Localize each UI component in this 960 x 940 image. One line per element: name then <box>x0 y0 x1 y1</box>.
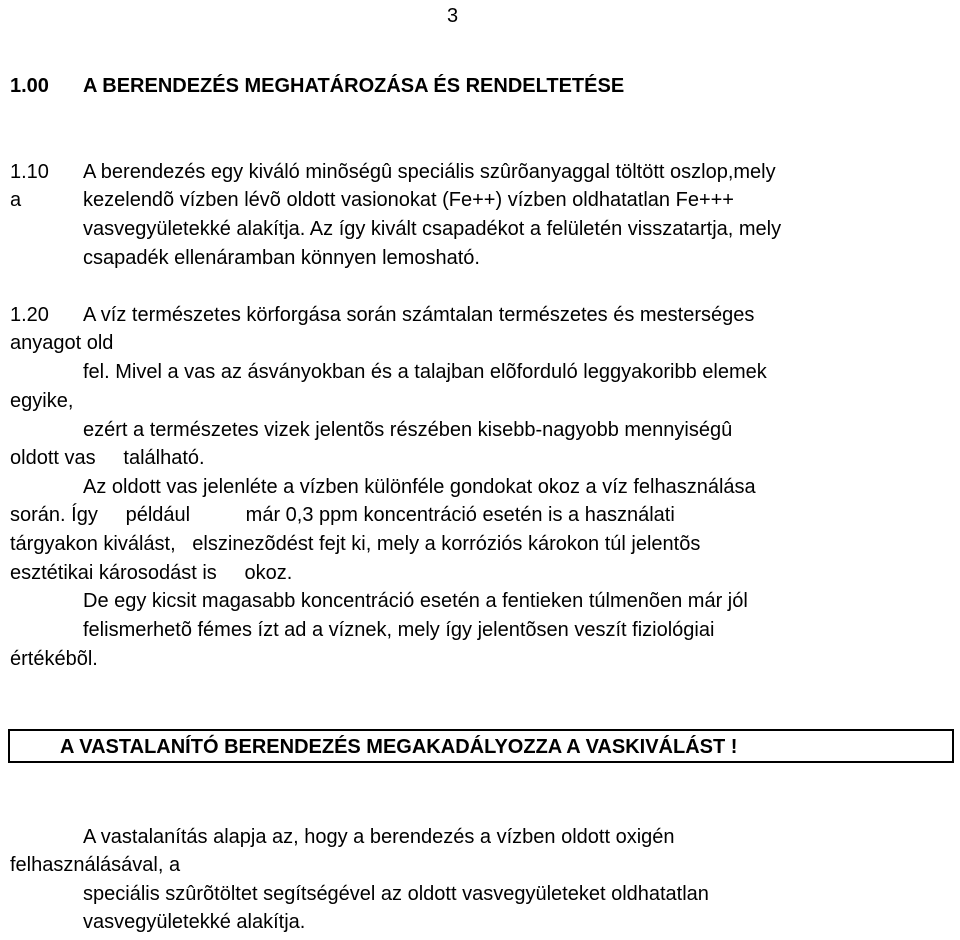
warning-text: A VASTALANÍTÓ BERENDEZÉS MEGAKADÁLYOZZA A VASKIVÁLÁST ! <box>60 736 738 758</box>
text-line: speciális szûrõtöltet segítségével az oldott vasvegyületeket oldhatatlan <box>83 883 709 905</box>
section-number: 1.00 <box>10 75 49 97</box>
text-line: anyagot old <box>10 332 114 354</box>
text-line: kezelendõ vízben lévõ oldott vasionokat (Fe++) vízben oldhatatlan Fe+++ <box>83 189 734 211</box>
page-number: 3 <box>447 5 459 27</box>
text-line: De egy kicsit magasabb koncentráció esetén a fentieken túlmenõen már jól <box>83 590 748 612</box>
text-line: Az oldott vas jelenléte a vízben különféle gondokat okoz a víz felhasználása <box>83 476 756 498</box>
paragraph-number: 1.10 <box>10 161 49 183</box>
text-line: tárgyakon kiválást, elszinezõdést fejt ki, mely a korróziós károkon túl jelentõs <box>10 533 701 555</box>
text-line: fel. Mivel a vas az ásványokban és a talajban elõforduló leggyakoribb elemek <box>83 361 767 383</box>
text-line: egyike, <box>10 390 74 412</box>
paragraph-marker: a <box>10 189 22 211</box>
text-line: A berendezés egy kiváló minõségû speciális szûrõanyaggal töltött oszlop,mely <box>83 161 776 183</box>
text-line: csapadék ellenáramban könnyen lemosható. <box>83 247 480 269</box>
text-line: ezért a természetes vizek jelentõs részében kisebb-nagyobb mennyiségû <box>83 419 733 441</box>
section-heading <box>10 74 624 98</box>
section-title: A BERENDEZÉS MEGHATÁROZÁSA ÉS RENDELTETÉSE <box>83 75 625 97</box>
text-line: felismerhetõ fémes ízt ad a víznek, mely így jelentõsen veszít fiziológiai <box>83 619 715 641</box>
text-line: vasvegyületekké alakítja. <box>83 911 306 933</box>
text-line: értékébõl. <box>10 648 98 670</box>
text-line: során. Így például már 0,3 ppm koncentráció esetén is a használati <box>10 504 675 526</box>
paragraph-number: 1.20 <box>10 304 49 326</box>
text-line: vasvegyületekké alakítja. Az így kivált csapadékot a felületén visszatartja, mely <box>83 218 782 240</box>
text-line: A víz természetes körforgása során számtalan természetes és mesterséges <box>83 304 755 326</box>
text-line: oldott vas található. <box>10 447 205 469</box>
text-line: felhasználásával, a <box>10 854 181 876</box>
text-line: esztétikai károsodást is okoz. <box>10 562 293 584</box>
text-line: A vastalanítás alapja az, hogy a berendezés a vízben oldott oxigén <box>83 826 675 848</box>
